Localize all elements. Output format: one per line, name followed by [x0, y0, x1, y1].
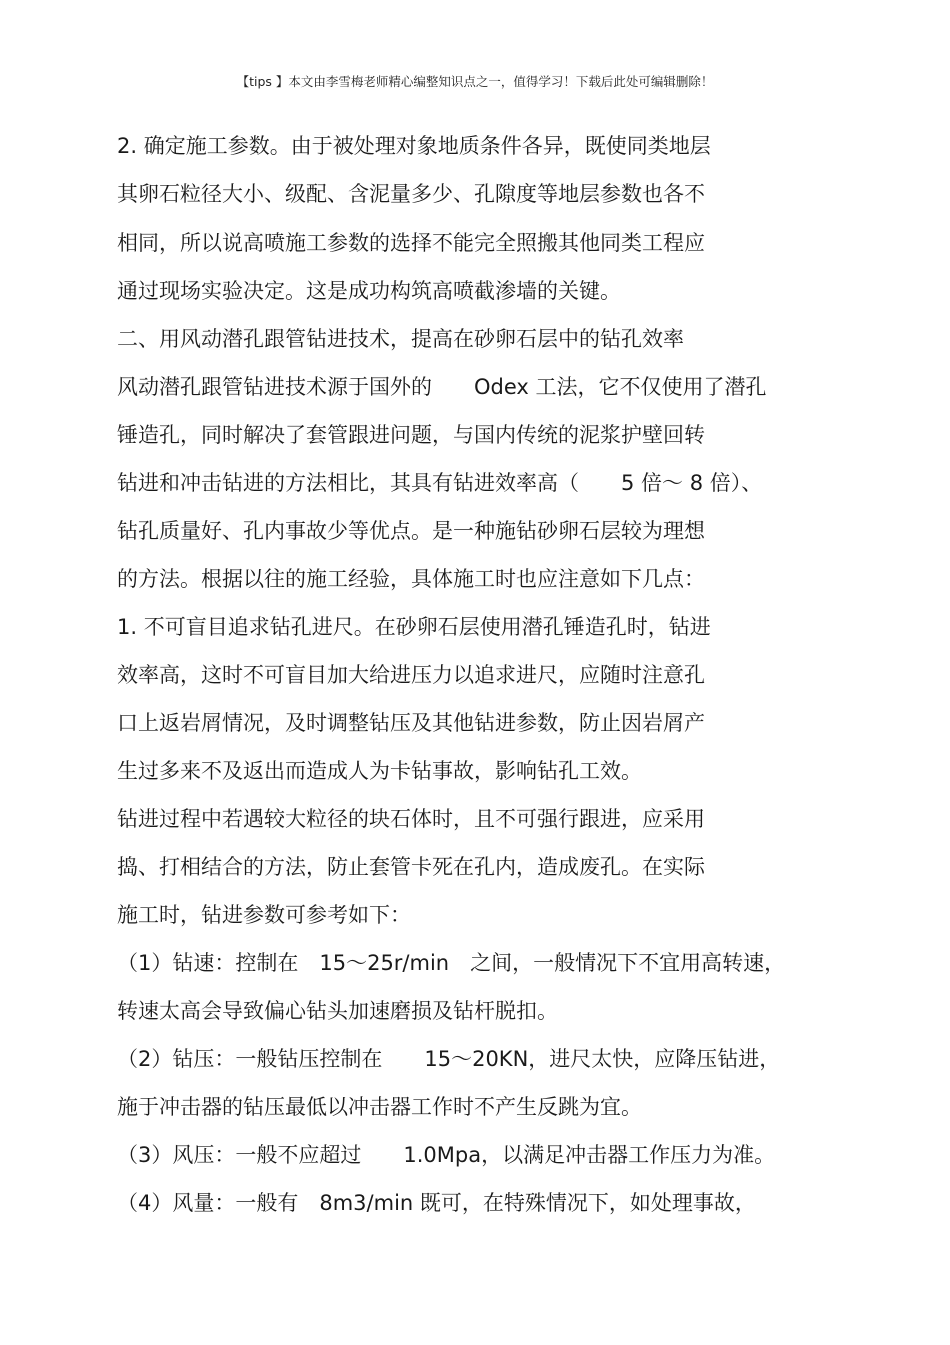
body-line: 钻进和冲击钻进的方法相比，其具有钻进效率高（ 5 倍～ 8 倍）、: [117, 471, 763, 495]
body-line: 施工时，钻进参数可参考如下：: [117, 903, 411, 927]
header-tip: 【tips 】本文由李雪梅老师精心编整知识点之一，值得学习！下载后此处可编辑删除！: [236, 74, 714, 89]
body-line: 相同，所以说高喷施工参数的选择不能完全照搬其他同类工程应: [117, 231, 705, 255]
section-heading: 二、用风动潜孔跟管钻进技术，提高在砂卵石层中的钻孔效率: [117, 327, 684, 351]
body-line: 风动潜孔跟管钻进技术源于国外的 Odex 工法，它不仅使用了潜孔: [117, 375, 767, 399]
body-line: 锤造孔，同时解决了套管跟进问题，与国内传统的泥浆护壁回转: [117, 423, 705, 447]
body-line: 口上返岩屑情况，及时调整钻压及其他钻进参数，防止因岩屑产: [117, 711, 705, 735]
body-line: 2. 确定施工参数。由于被处理对象地质条件各异，既使同类地层: [117, 134, 711, 158]
body-line: 捣、打相结合的方法，防止套管卡死在孔内，造成废孔。在实际: [117, 855, 705, 879]
body-line: 通过现场实验决定。这是成功构筑高喷截渗墙的关键。: [117, 279, 621, 303]
parameter-line: （3）风压：一般不应超过 1.0Mpa，以满足冲击器工作压力为准。: [117, 1143, 776, 1167]
body-line: 的方法。根据以往的施工经验，具体施工时也应注意如下几点：: [117, 567, 705, 591]
body-line: 效率高，这时不可盲目加大给进压力以追求进尺，应随时注意孔: [117, 663, 705, 687]
body-line: 钻进过程中若遇较大粒径的块石体时，且不可强行跟进，应采用: [117, 807, 705, 831]
body-line: 施于冲击器的钻压最低以冲击器工作时不产生反跳为宜。: [117, 1095, 642, 1119]
parameter-line: （2）钻压：一般钻压控制在 15～20KN，进尺太快，应降压钻进，: [117, 1047, 781, 1071]
parameter-line: （4）风量：一般有 8m3/min 既可，在特殊情况下，如处理事故，: [117, 1191, 756, 1215]
body-line: 1. 不可盲目追求钻孔进尺。在砂卵石层使用潜孔锤造孔时，钻进: [117, 615, 711, 639]
body-line: 其卵石粒径大小、级配、含泥量多少、孔隙度等地层参数也各不: [117, 182, 705, 206]
parameter-line: （1）钻速：控制在 15～25r/min 之间，一般情况下不宜用高转速，: [117, 951, 786, 975]
body-line: 生过多来不及返出而造成人为卡钻事故，影响钻孔工效。: [117, 759, 642, 783]
body-line: 钻孔质量好、孔内事故少等优点。是一种施钻砂卵石层较为理想: [117, 519, 705, 543]
body-line: 转速太高会导致偏心钻头加速磨损及钻杆脱扣。: [117, 999, 558, 1023]
